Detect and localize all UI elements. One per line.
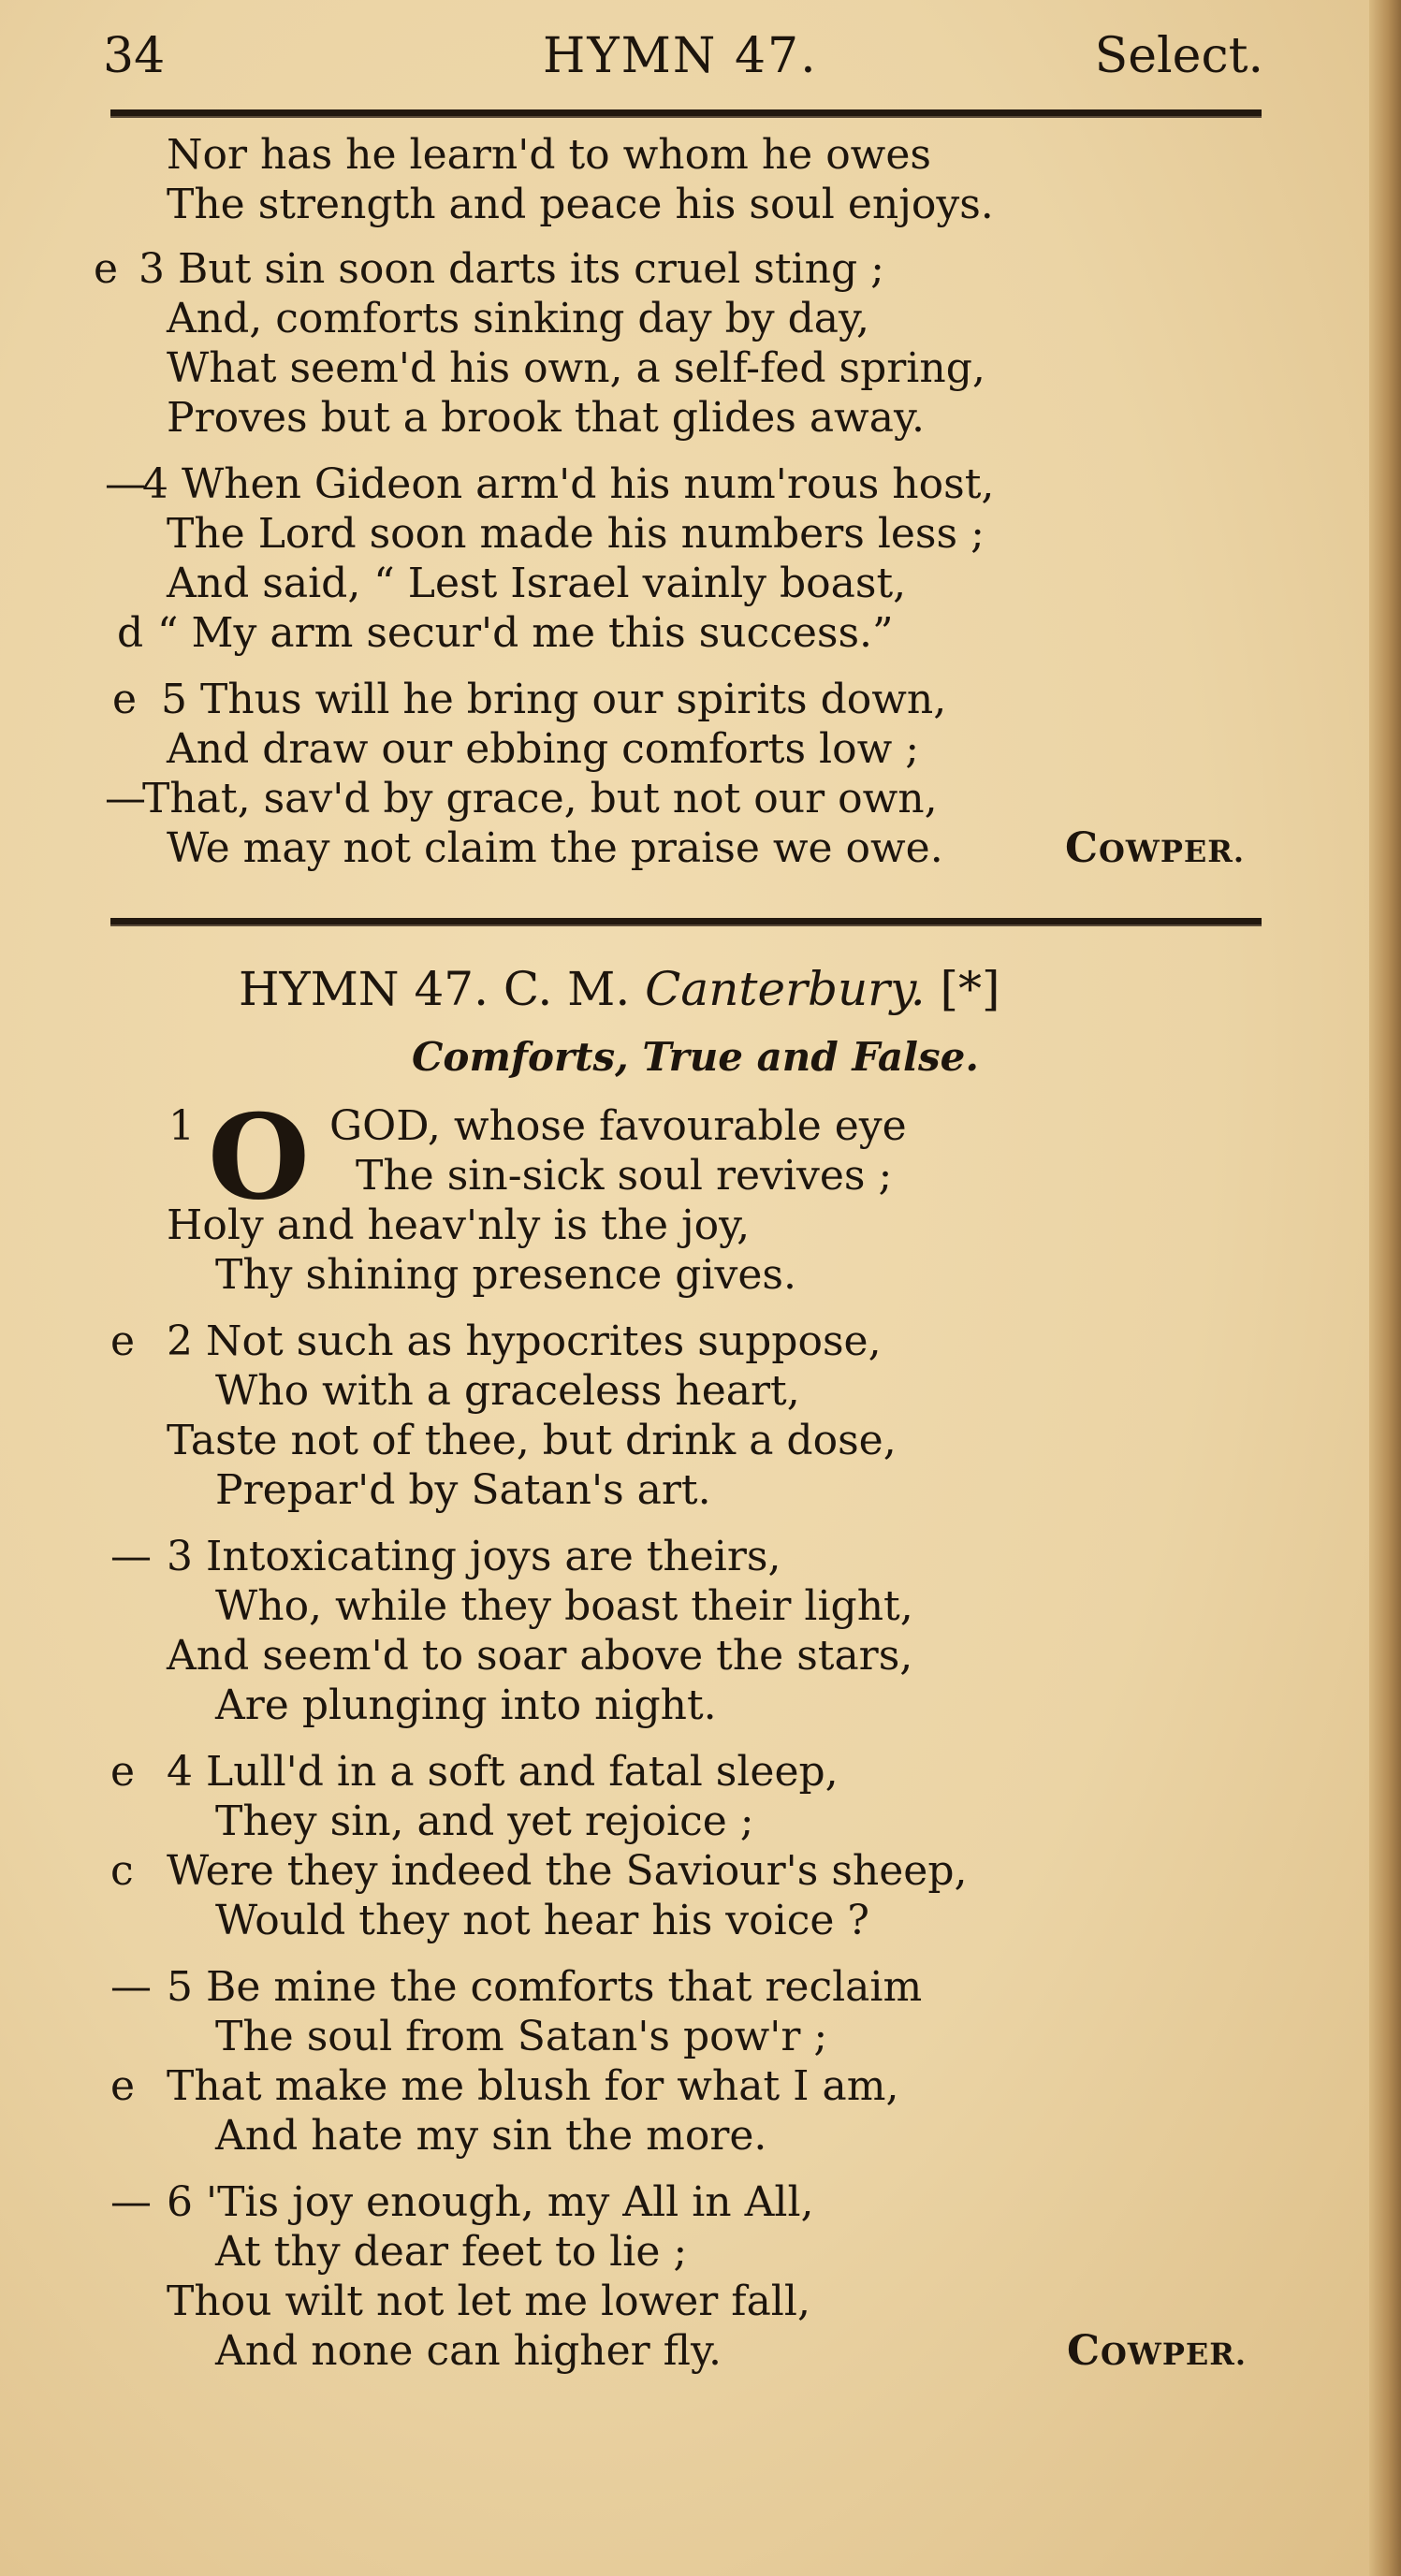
dynamic-mark: c: [110, 1847, 134, 1895]
page-edge: [1369, 0, 1401, 2576]
verse-line: 4 When Gideon arm'd his num'rous host,: [142, 460, 995, 508]
verse-line: 3 But sin soon darts its cruel sting ;: [139, 245, 884, 293]
verse-line: Taste not of thee, but drink a dose,: [167, 1417, 897, 1464]
verse-line: Who, while they boast their light,: [215, 1582, 913, 1630]
author-signature: COWPER.: [1067, 2327, 1248, 2375]
verse-line: And seem'd to soar above the stars,: [167, 1632, 913, 1680]
verse-line: 5 Be mine the comforts that reclaim: [167, 1963, 923, 2011]
verse-line: And draw our ebbing comforts low ;: [167, 725, 920, 773]
dynamic-mark: e: [112, 676, 138, 723]
verse-line: Thou wilt not let me lower fall,: [167, 2278, 810, 2325]
verse-line: The soul from Satan's pow'r ;: [215, 2013, 828, 2060]
header-section: Select.: [1094, 28, 1263, 84]
verse-line: Are plunging into night.: [215, 1681, 717, 1729]
hymn-title: HYMN 47. C. M. Canterbury. [*]: [239, 962, 1000, 1016]
verse-line: Thy shining presence gives.: [215, 1251, 796, 1299]
author-signature: COWPER.: [1065, 824, 1246, 872]
verse-line: And, comforts sinking day by day,: [167, 295, 870, 342]
verse-line: Holy and heav'nly is the joy,: [167, 1201, 751, 1249]
header-rule: [110, 109, 1262, 118]
verse-line: Prepar'd by Satan's art.: [215, 1466, 711, 1514]
verse-line: 5 Thus will he bring our spirits down,: [161, 676, 947, 723]
hymn-flag: [*]: [940, 962, 1000, 1016]
verse-line: And none can higher fly.: [215, 2327, 722, 2375]
verse-line: 3 Intoxicating joys are theirs,: [167, 1533, 781, 1580]
dynamic-mark: —: [105, 460, 146, 508]
verse-line: We may not claim the praise we owe.: [167, 824, 943, 872]
dynamic-mark: d: [117, 609, 144, 657]
verse-line: The sin-sick soul revives ;: [356, 1152, 893, 1200]
verse-line: Who with a graceless heart,: [215, 1367, 800, 1415]
verse-line: The Lord soon made his numbers less ;: [167, 510, 985, 558]
verse-line: That, sav'd by grace, but not our own,: [142, 775, 938, 822]
header-title: HYMN 47.: [543, 28, 818, 84]
verse-line: 4 Lull'd in a soft and fatal sleep,: [167, 1748, 839, 1796]
verse-line: Would they not hear his voice ?: [215, 1897, 869, 1944]
dynamic-mark: —: [105, 775, 146, 822]
page-number: 34: [103, 28, 166, 84]
verse-line: Nor has he learn'd to whom he owes: [167, 131, 931, 179]
verse-number: 1: [168, 1102, 195, 1150]
dynamic-mark: e: [110, 1748, 136, 1796]
dynamic-mark: —: [110, 1533, 152, 1580]
verse-line: And said, “ Lest Israel vainly boast,: [167, 560, 907, 607]
verse-line: The strength and peace his soul enjoys.: [167, 181, 994, 228]
verse-line: 6 'Tis joy enough, my All in All,: [167, 2178, 814, 2226]
verse-line: “ My arm secur'd me this success.”: [157, 609, 894, 657]
dynamic-mark: —: [110, 2178, 152, 2226]
dynamic-mark: e: [110, 2062, 136, 2110]
verse-line: At thy dear feet to lie ;: [215, 2228, 688, 2276]
verse-line: Proves but a brook that glides away.: [167, 394, 925, 442]
running-header: [103, 28, 1263, 94]
verse-line: Were they indeed the Saviour's sheep,: [167, 1847, 968, 1895]
tune-name: Canterbury.: [645, 962, 926, 1016]
section-rule: [110, 918, 1262, 926]
verse-line: They sin, and yet rejoice ;: [215, 1797, 754, 1845]
hymn-subtitle: Comforts, True and False.: [412, 1034, 980, 1080]
verse-line: And hate my sin the more.: [215, 2112, 767, 2160]
dynamic-mark: e: [110, 1317, 136, 1365]
drop-cap: O: [208, 1089, 310, 1226]
dynamic-mark: e: [94, 245, 119, 293]
verse-line: What seem'd his own, a self-fed spring,: [167, 344, 985, 392]
dynamic-mark: —: [110, 1963, 152, 2011]
verse-line: That make me blush for what I am,: [167, 2062, 899, 2110]
verse-line: 2 Not such as hypocrites suppose,: [167, 1317, 882, 1365]
verse-line: GOD, whose favourable eye: [329, 1102, 907, 1150]
